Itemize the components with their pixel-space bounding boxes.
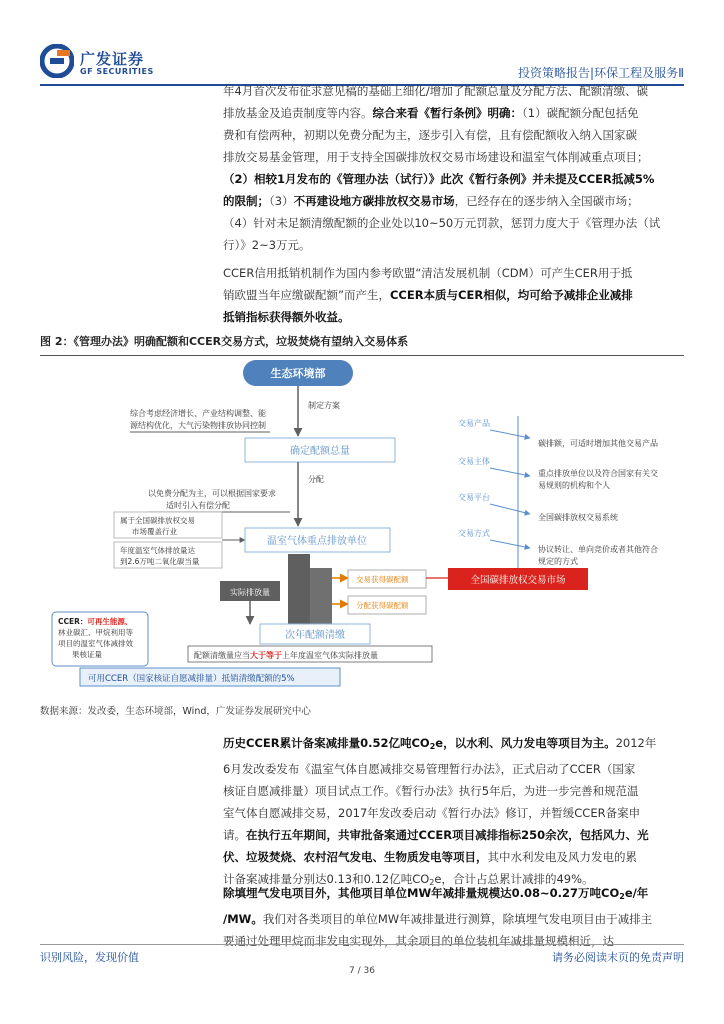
text-line: 排放基金及追责制度等内容。综合来看《暂行条例》明确：（1）碳配额分配包括免 (223, 106, 639, 120)
arrow-trade-method (490, 540, 530, 548)
trade-method-line2: 规定的方式 (538, 557, 578, 566)
flow-diagram (40, 356, 684, 692)
figure-diagram (40, 356, 684, 692)
box-units-label: 温室气体重点排放单位 (267, 536, 367, 547)
ccer-rule-text: 可用CCER（国家核证自愿减排量）抵销清缴配额的5% (88, 674, 295, 684)
ccer-note-line2: 林业碳汇、甲烷利用等 (58, 628, 133, 637)
text-line: 除填埋气发电项目外，其他项目单位MW年减排量规模达0.08~0.27万吨$CO_2e/$年 (223, 886, 649, 901)
text-line: 费和有偿两种，初期以免费分配为主，逐步引入有偿，且有偿配额收入纳入国家碳 (223, 128, 637, 142)
text-line: 年4月首次发布征求意见稿的基础上细化/增加了配额总量及分配方法、配额清缴、碳 (223, 84, 649, 98)
trade-platform-desc: 全国碳排放权交易系统 (538, 513, 618, 522)
top-box-label: 生态环境部 (270, 367, 326, 380)
text-line: （4）针对未足额清缴配额的企业处以10~50万元罚款，惩罚力度大于《管理办法（试 (223, 216, 661, 230)
text-line: 历史CCER累计备案减排量0.52亿吨$CO_2e$，以水利、风力发电等项目为主。2012年 (223, 736, 657, 751)
text-line: 的限制；（3）不再建设地方碳排放权交易市场，已经存在的逐步纳入全国碳市场； (223, 194, 639, 208)
logo (40, 44, 154, 82)
note-industry-line2: 市场覆盖行业 (132, 527, 177, 536)
note-free-line1: 以免费分配为主，可以根据国家要求 (148, 489, 276, 498)
emission-column (288, 554, 310, 624)
trade-product-desc: 碳排额，可适时增加其他交易产品 (538, 439, 658, 448)
paragraph-unit-reduction (223, 882, 685, 952)
note-total-line1: 综合考虑经济增长、产业结构调整、能 (130, 409, 266, 418)
text-line: /MW。我们对各类项目的单位MW年减排量进行测算，除填埋气发电项目由于减排主 (223, 912, 653, 926)
text-line: 伏、垃圾焚烧、农村沼气发电、生物质发电等项目，其中水利发电及风力发电的累 (223, 850, 637, 864)
text-line: 核证自愿减排量）项目试点工作。《暂行办法》执行5年后，为进一步完善和规范温 (223, 784, 639, 798)
note-total-line2: 源结构优化，大气污染物排放协同控制 (130, 421, 266, 430)
box-actual-label: 实际排放量 (230, 588, 270, 597)
text-line: 计备案减排量分别达0.13和0.12亿吨$CO_2e$，合计占总累计减排的49%。 (223, 872, 594, 887)
trade-subject-label: 交易主体 (458, 457, 490, 466)
footer-divider (40, 944, 684, 945)
trade-subject-line2: 易规则的机构和个人 (538, 481, 610, 490)
trade-subject-line1: 重点排放单位以及符合国家有关交 (538, 469, 658, 478)
paragraph-regulation (223, 80, 685, 256)
page-number: 7 / 36 (349, 966, 375, 976)
text-line: 请。在执行五年期间，共审批备案通过CCER项目减排指标250余次，包括风力、光 (223, 828, 649, 842)
note-industry-line1: 属于全国碳排放权交易 (120, 516, 195, 525)
trade-product-label: 交易产品 (458, 419, 490, 428)
footer-slogan: 识别风险，发现价值 (40, 951, 139, 964)
settle-rule-text: 配额清缴量应当大于等于上年度温室气体实际排放量 (194, 651, 378, 660)
edge-label-plan: 制定方案 (308, 401, 340, 410)
figure-title: 图 2：《管理办法》明确配额和CCER交易方式，垃圾焚烧有望纳入交易体系 (40, 333, 684, 356)
box-total-label: 确定配额总量 (290, 446, 350, 457)
market-box-label: 全国碳排放权交易市场 (470, 575, 566, 586)
logo-text-en: GF SECURITIES (80, 67, 154, 76)
footer-disclaimer: 请务必阅读末页的免责声明 (552, 951, 684, 964)
ccer-note-line4: 果核证量 (72, 650, 102, 659)
figure-source: 数据来源：发改委，生态环境部，Wind，广发证券发展研究中心 (40, 706, 311, 717)
text-line: 要通过处理甲烷而非发电实现外，其余项目的单位装机年减排量规模相近，达 (223, 934, 614, 948)
arrow-trade-product (490, 430, 530, 438)
trade-method-line1: 协议转让、单向竞价或者其他符合 (538, 545, 658, 554)
text-line: 排放交易基金管理，用于支持全国碳排放权交易市场建设和温室气体削减重点项目； (223, 150, 649, 164)
paragraph-ccer (223, 262, 685, 328)
text-line: 6月发改委发布《温室气体自愿减排交易管理暂行办法》，正式启动了CCER（国家 (223, 762, 636, 776)
arrow-trade-platform (490, 504, 530, 514)
ccer-note-line1: CCER：可再生能源、 (58, 617, 133, 626)
alloc-label: 分配获得碳配额 (356, 601, 409, 610)
trade-method-label: 交易方式 (458, 529, 490, 538)
trade-platform-label: 交易平台 (458, 493, 490, 502)
text-line: （2）相较1月发布的《管理办法（试行）》此次《暂行条例》并未提及CCER抵减5% (223, 172, 655, 186)
text-line: 抵销指标获得额外收益。 (223, 310, 350, 324)
note-threshold-line1: 年度温室气体排放量达 (120, 546, 195, 555)
text-line: 行）》2~3万元。 (223, 238, 311, 252)
ccer-note-line3: 项目的温室气体减排效 (58, 639, 133, 648)
text-line: 销欧盟当年应缴碳配额”而产生，CCER本质与CER相似，均可给予减排企业减排 (223, 288, 633, 302)
sell-label: 交易获得碳配额 (356, 575, 409, 584)
report-type: 投资策略报告|环保工程及服务Ⅱ (518, 66, 684, 80)
box-settle-label: 次年配额清缴 (285, 630, 345, 641)
text-line: 室气体自愿减排交易，2017年发改委启动《暂行办法》修订，并暂缓CCER备案申 (223, 806, 641, 820)
text-line: CCER信用抵销机制作为国内参考欧盟“清洁发展机制（CDM）可产生CER用于抵 (223, 266, 633, 280)
edge-label-allocate: 分配 (308, 475, 324, 484)
allocation-column (310, 568, 332, 624)
logo-text-cn: 广发证券 (80, 50, 145, 68)
note-free-line2: 适时引入有偿分配 (166, 501, 230, 510)
arrow-trade-subject (490, 468, 530, 476)
note-threshold-line2: 到2.6万吨二氧化碳当量 (120, 557, 200, 566)
paragraph-history (223, 732, 685, 894)
logo-mark-icon (40, 44, 74, 78)
